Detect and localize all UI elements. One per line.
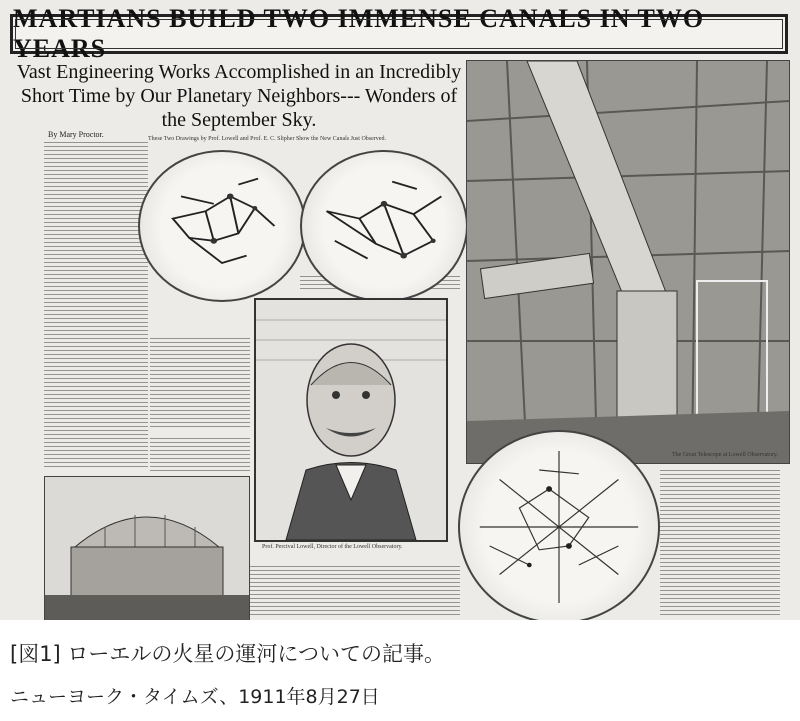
body-text-column bbox=[150, 438, 250, 472]
figure-caption: [図1] ローエルの火星の運河についての記事。 bbox=[10, 642, 446, 666]
mars-globe-map bbox=[458, 430, 660, 620]
body-text-column bbox=[44, 142, 148, 470]
body-text-column bbox=[150, 338, 250, 428]
figure-source: ニューヨーク・タイムズ、1911年8月27日 bbox=[10, 686, 380, 708]
body-text-column bbox=[660, 470, 780, 618]
observatory-dome-photo bbox=[44, 476, 250, 620]
body-text-column bbox=[250, 566, 460, 618]
telescope-caption: The Great Telescope at Lowell Observatory. bbox=[672, 452, 779, 458]
article-subheadline: Vast Engineering Works Accomplished in an Incredibly Short Time by Our Planetary Neighbors--- Wonders of the September Sky. bbox=[16, 61, 462, 131]
article-byline: By Mary Proctor. bbox=[48, 130, 104, 139]
portrait-caption: Prof. Percival Lowell, Director of the Lowell Observatory. bbox=[262, 544, 403, 550]
telescope-photo bbox=[466, 60, 790, 464]
drawings-caption: These Two Drawings by Prof. Lowell and Prof. E. C. Slipher Show the New Canals Just Observed. bbox=[148, 136, 386, 142]
lowell-portrait bbox=[254, 298, 448, 542]
mars-canal-drawing-right bbox=[300, 150, 468, 302]
article-headline: MARTIANS BUILD TWO IMMENSE CANALS IN TWO YEARS bbox=[10, 14, 788, 54]
mars-canal-drawing-left bbox=[138, 150, 306, 302]
